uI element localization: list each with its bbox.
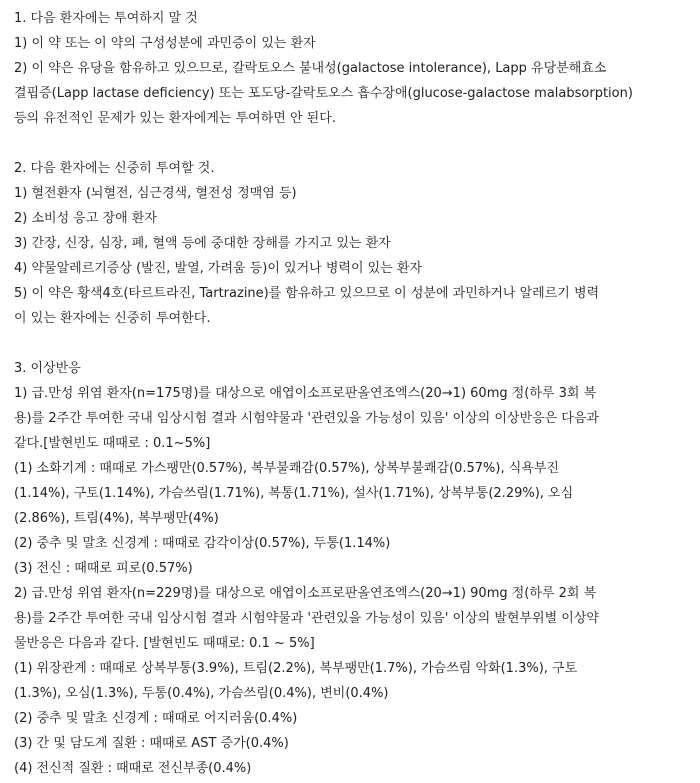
text-line: 같다.[발현빈도 때때로 : 0.1~5%]	[14, 436, 211, 451]
paragraph-spacer	[14, 331, 690, 356]
text-line: 1) 이 약 또는 이 약의 구성성분에 과민증이 있는 환자	[14, 36, 316, 51]
section-heading: 1. 다음 환자에는 투여하지 말 것	[14, 11, 198, 26]
text-line: 물반응은 다음과 같다. [발현빈도 때때로: 0.1 ~ 5%]	[14, 636, 315, 651]
section-heading: 2. 다음 환자에는 신중히 투여할 것.	[14, 161, 215, 176]
text-line: (3) 간 및 담도계 질환 : 때때로 AST 증가(0.4%)	[14, 736, 289, 751]
text-line: (2.86%), 트림(4%), 복부팽만(4%)	[14, 511, 219, 526]
text-line: 3) 간장, 신장, 심장, 폐, 혈액 등에 중대한 장해를 가지고 있는 환자	[14, 236, 391, 251]
text-line: (4) 전신적 질환 : 때때로 전신부종(0.4%)	[14, 761, 252, 776]
text-line: 1) 혈전환자 (뇌혈전, 심근경색, 혈전성 정맥염 등)	[14, 186, 297, 201]
text-line: 등의 유전적인 문제가 있는 환자에게는 투여하면 안 된다.	[14, 111, 336, 126]
text-line: (1) 위장관계 : 때때로 상복부통(3.9%), 트림(2.2%), 복부팽만(1.7%), 가슴쓰림 악화(1.3%), 구토	[14, 661, 578, 676]
text-line: 2) 이 약은 유당을 함유하고 있으므로, 갈락토오스 불내성(galactose intolerance), Lapp 유당분해효소	[14, 61, 607, 76]
text-line: 용)를 2주간 투여한 국내 임상시험 결과 시험약물과 '관련있을 가능성이 있음' 이상의 발현부위별 이상약	[14, 611, 599, 626]
text-line: 5) 이 약은 황색4호(타르트라진, Tartrazine)를 함유하고 있으므로 이 성분에 과민하거나 알레르기 병력	[14, 286, 600, 301]
text-line: 이 있는 환자에는 신중히 투여한다.	[14, 311, 211, 326]
text-line: 2) 급.만성 위염 환자(n=229명)를 대상으로 애엽이소프로판올연조엑스(20→1) 90mg 정(하루 2회 복	[14, 586, 597, 601]
section-careful-administration	[14, 156, 690, 331]
text-line: (2) 중추 및 말초 신경계 : 때때로 어지러움(0.4%)	[14, 711, 298, 726]
section-contraindications	[14, 6, 690, 131]
text-line: (1.14%), 구토(1.14%), 가슴쓰림(1.71%), 복통(1.71%), 설사(1.71%), 상복부통(2.29%), 오심	[14, 486, 574, 501]
text-line: (2) 중추 및 말초 신경계 : 때때로 감각이상(0.57%), 두통(1.14%)	[14, 536, 391, 551]
text-line: (3) 전신 : 때때로 피로(0.57%)	[14, 561, 193, 576]
section-adverse-reactions	[14, 356, 690, 781]
text-line: (1.3%), 오심(1.3%), 두통(0.4%), 가슴쓰림(0.4%), 변비(0.4%)	[14, 686, 389, 701]
paragraph-spacer	[14, 131, 690, 156]
text-line: 4) 약물알레르기증상 (발진, 발열, 가려움 등)이 있거나 병력이 있는 환자	[14, 261, 423, 276]
text-line: 2) 소비성 응고 장애 환자	[14, 211, 157, 226]
text-line: 결핍증(Lapp lactase deficiency) 또는 포도당-갈락토오스 흡수장애(glucose-galactose malabsorption)	[14, 86, 633, 101]
section-heading: 3. 이상반응	[14, 361, 81, 376]
text-line: (1) 소화기계 : 때때로 가스팽만(0.57%), 복부불쾌감(0.57%), 상복부불쾌감(0.57%), 식욕부진	[14, 461, 559, 476]
text-line: 1) 급.만성 위염 환자(n=175명)를 대상으로 애엽이소프로판올연조엑스(20→1) 60mg 정(하루 3회 복	[14, 386, 597, 401]
text-line: 용)를 2주간 투여한 국내 임상시험 결과 시험약물과 '관련있을 가능성이 있음' 이상의 이상반응은 다음과	[14, 411, 599, 426]
